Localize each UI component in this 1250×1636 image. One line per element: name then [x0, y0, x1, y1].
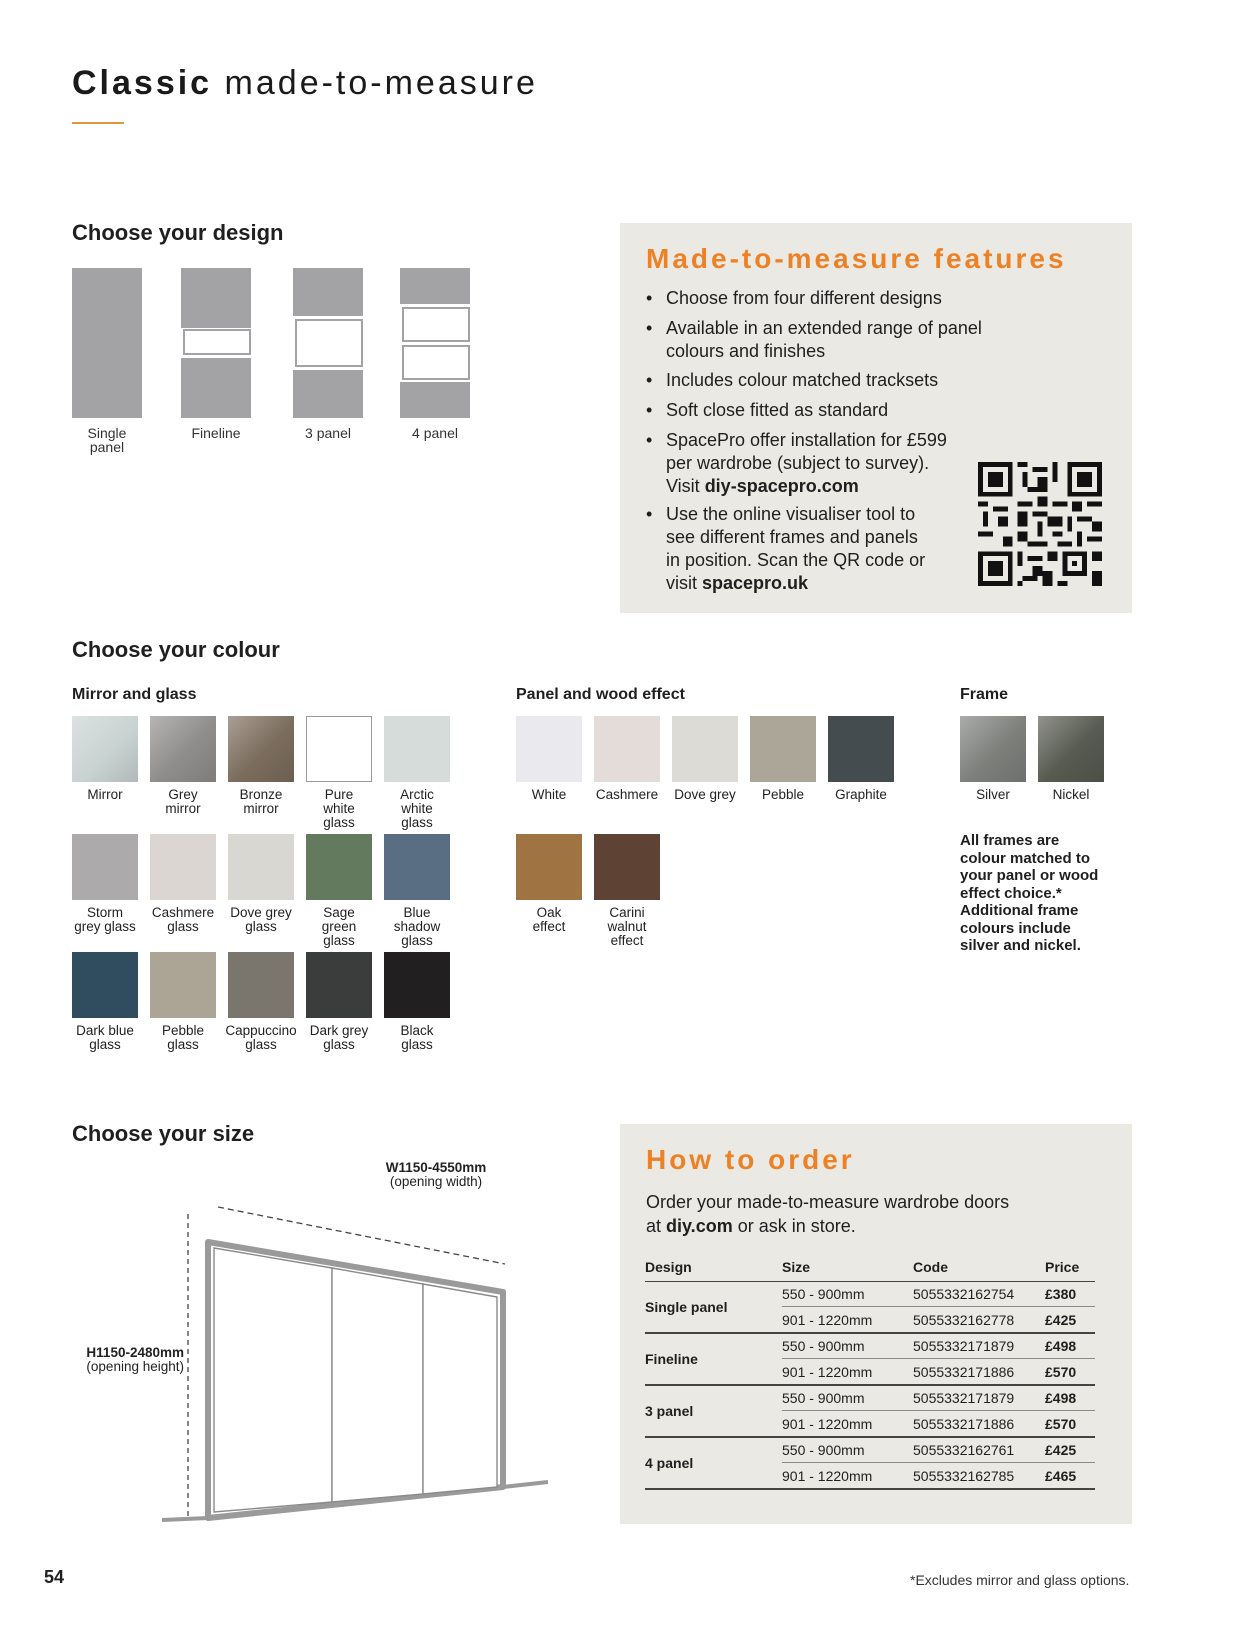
colour-storm-grey-glass-label: Storm grey glass	[74, 905, 136, 934]
table-row	[645, 1411, 1095, 1437]
panel-dove-grey-swatch	[672, 716, 738, 782]
table-price-cell: £570	[1045, 1364, 1077, 1380]
page-number: 54	[44, 1567, 65, 1587]
design-single-panel	[72, 268, 142, 418]
table-size-cell: 901 - 1220mm	[782, 1468, 873, 1484]
panel-carini-walnut-effect-swatch	[594, 834, 660, 900]
colour-arctic-white-glass-swatch	[384, 716, 450, 782]
design-3-panel	[293, 268, 363, 418]
table-design-cell: Single panel	[645, 1299, 728, 1315]
panel-pebble-swatch	[750, 716, 816, 782]
height-dimension: H1150-2480mm (opening height)	[86, 1345, 184, 1374]
diy-link[interactable]: diy.com	[666, 1216, 733, 1236]
table-code-cell: 5055332171879	[913, 1390, 1015, 1406]
colour-pebble-glass-label: Pebble glass	[161, 1023, 205, 1052]
table-row	[645, 1307, 1095, 1333]
table-row	[645, 1385, 1095, 1411]
table-design-cell: Fineline	[645, 1351, 698, 1367]
panel-cashmere-swatch	[594, 716, 660, 782]
features-title: Made-to-measure features	[646, 243, 1067, 274]
colour-dark-grey-glass-swatch	[306, 952, 372, 1018]
colour-sage-green-glass-label: Sage green glass	[321, 905, 357, 948]
visualiser-link[interactable]: spacepro.uk	[702, 573, 809, 593]
panel-oak-effect-label: Oak effect	[532, 905, 566, 934]
page-title-rest: made-to-measure	[224, 64, 538, 102]
table-code-cell: 5055332171886	[913, 1364, 1015, 1380]
table-size-cell: 550 - 900mm	[782, 1390, 865, 1406]
table-price-cell: £425	[1045, 1312, 1077, 1328]
panel-oak-effect-swatch	[516, 834, 582, 900]
table-size-cell: 901 - 1220mm	[782, 1364, 873, 1380]
size-heading: Choose your size	[72, 1121, 255, 1146]
table-code-cell: 5055332162785	[913, 1468, 1015, 1484]
table-size-cell: 550 - 900mm	[782, 1286, 865, 1302]
table-price-cell: £570	[1045, 1416, 1077, 1432]
colour-pure-white-glass-swatch	[306, 716, 372, 782]
page-title	[72, 64, 538, 103]
panel-pebble-label: Pebble	[761, 787, 805, 802]
width-dimension: W1150-4550mm (opening width)	[385, 1160, 487, 1189]
panel-graphite-swatch	[828, 716, 894, 782]
table-row	[645, 1437, 1095, 1463]
colour-dove-grey-glass-label: Dove grey glass	[230, 905, 292, 934]
panel-white-label: White	[531, 787, 567, 802]
colour-pure-white-glass-label: Pure white glass	[323, 787, 355, 830]
table-size-cell: 901 - 1220mm	[782, 1416, 873, 1432]
colour-heading: Choose your colour	[72, 637, 280, 662]
design-fineline	[181, 268, 251, 418]
table-price-cell: £380	[1045, 1286, 1077, 1302]
page-title-bold: Classic	[72, 64, 213, 102]
table-design-cell: 3 panel	[645, 1403, 694, 1419]
colour-mirror-swatch	[72, 716, 138, 782]
colour-dark-blue-glass-label: Dark blue glass	[76, 1023, 134, 1052]
colour-dark-grey-glass-label: Dark grey glass	[309, 1023, 369, 1052]
table-code-cell: 5055332162761	[913, 1442, 1015, 1458]
panel-wood-heading: Panel and wood effect	[516, 686, 685, 703]
table-size-cell: 550 - 900mm	[782, 1338, 865, 1354]
design-4-panel	[400, 268, 470, 418]
panel-white-swatch	[516, 716, 582, 782]
frame-silver-label: Silver	[976, 787, 1010, 802]
colour-bronze-mirror-swatch	[228, 716, 294, 782]
colour-cashmere-glass-swatch	[150, 834, 216, 900]
table-code-cell: 5055332171879	[913, 1338, 1015, 1354]
colour-blue-shadow-glass-label: Blue shadow glass	[393, 905, 441, 948]
footnote: *Excludes mirror and glass options.	[910, 1572, 1130, 1588]
feature-item: • Soft close fitted as standard	[646, 399, 888, 422]
colour-grey-mirror-label: Grey mirror	[165, 787, 201, 816]
table-price-cell: £465	[1045, 1468, 1077, 1484]
colour-bronze-mirror-label: Bronze mirror	[239, 787, 283, 816]
feature-item: • Choose from four different designs	[646, 287, 942, 310]
colour-pebble-glass-swatch	[150, 952, 216, 1018]
table-size-cell: 901 - 1220mm	[782, 1312, 873, 1328]
colour-cappuccino-glass-swatch	[228, 952, 294, 1018]
table-row	[645, 1333, 1095, 1359]
table-row	[645, 1463, 1095, 1489]
panel-graphite-label: Graphite	[835, 787, 887, 802]
frame-nickel-swatch	[1038, 716, 1104, 782]
mirror-glass-heading: Mirror and glass	[72, 686, 197, 703]
colour-grey-mirror-swatch	[150, 716, 216, 782]
feature-item: • SpacePro offer installation for £599 per wardrobe (subject to survey). Visit diy-spacepro.com	[646, 429, 947, 498]
design-label-fineline: Fineline	[191, 425, 241, 441]
frame-note: All frames are colour matched to your panel or wood effect choice.* Additional frame colours include silver and nickel.	[960, 832, 1099, 954]
colour-storm-grey-glass-swatch	[72, 834, 138, 900]
table-code-cell: 5055332171886	[913, 1416, 1015, 1432]
colour-black-glass-swatch	[384, 952, 450, 1018]
wardrobe-diagram	[150, 1200, 560, 1535]
frame-nickel-label: Nickel	[1052, 787, 1090, 802]
table-price-cell: £425	[1045, 1442, 1077, 1458]
spacepro-link[interactable]: diy-spacepro.com	[704, 476, 859, 496]
colour-blue-shadow-glass-swatch	[384, 834, 450, 900]
order-intro: Order your made-to-measure wardrobe doors at diy.com or ask in store.	[646, 1192, 1010, 1236]
panel-carini-walnut-effect-label: Carini walnut effect	[607, 905, 647, 948]
colour-dove-grey-glass-swatch	[228, 834, 294, 900]
feature-item: • Use the online visualiser tool to see different frames and panels in position. Scan the QR code or visit spacepro.uk	[646, 503, 925, 595]
colour-dark-blue-glass-swatch	[72, 952, 138, 1018]
order-title: How to order	[646, 1144, 855, 1175]
design-label-4-panel: 4 panel	[412, 425, 458, 441]
colour-black-glass-label: Black glass	[400, 1023, 434, 1052]
design-heading: Choose your design	[72, 220, 284, 245]
design-label-single-panel: Single panel	[87, 425, 127, 455]
title-underline	[72, 122, 124, 124]
table-code-cell: 5055332162754	[913, 1286, 1015, 1302]
frame-heading: Frame	[960, 686, 1009, 703]
table-header: Design Size Code Price	[645, 1255, 1095, 1282]
table-design-cell: 4 panel	[645, 1455, 694, 1471]
colour-mirror-label: Mirror	[87, 787, 123, 802]
colour-arctic-white-glass-label: Arctic white glass	[400, 787, 434, 830]
feature-item: • Available in an extended range of panel colours and finishes	[646, 317, 982, 363]
table-row	[645, 1359, 1095, 1385]
table-code-cell: 5055332162778	[913, 1312, 1015, 1328]
colour-cappuccino-glass-label: Cappuccino glass	[225, 1023, 297, 1052]
colour-cashmere-glass-label: Cashmere glass	[151, 905, 215, 934]
design-label-3-panel: 3 panel	[305, 425, 351, 441]
table-price-cell: £498	[1045, 1338, 1077, 1354]
qr-code-icon[interactable]	[978, 462, 1102, 586]
panel-cashmere-label: Cashmere	[595, 787, 659, 802]
panel-dove-grey-label: Dove grey	[674, 787, 736, 802]
table-price-cell: £498	[1045, 1390, 1077, 1406]
feature-item: • Includes colour matched tracksets	[646, 369, 938, 392]
table-size-cell: 550 - 900mm	[782, 1442, 865, 1458]
table-row	[645, 1281, 1095, 1307]
colour-sage-green-glass-swatch	[306, 834, 372, 900]
frame-silver-swatch	[960, 716, 1026, 782]
